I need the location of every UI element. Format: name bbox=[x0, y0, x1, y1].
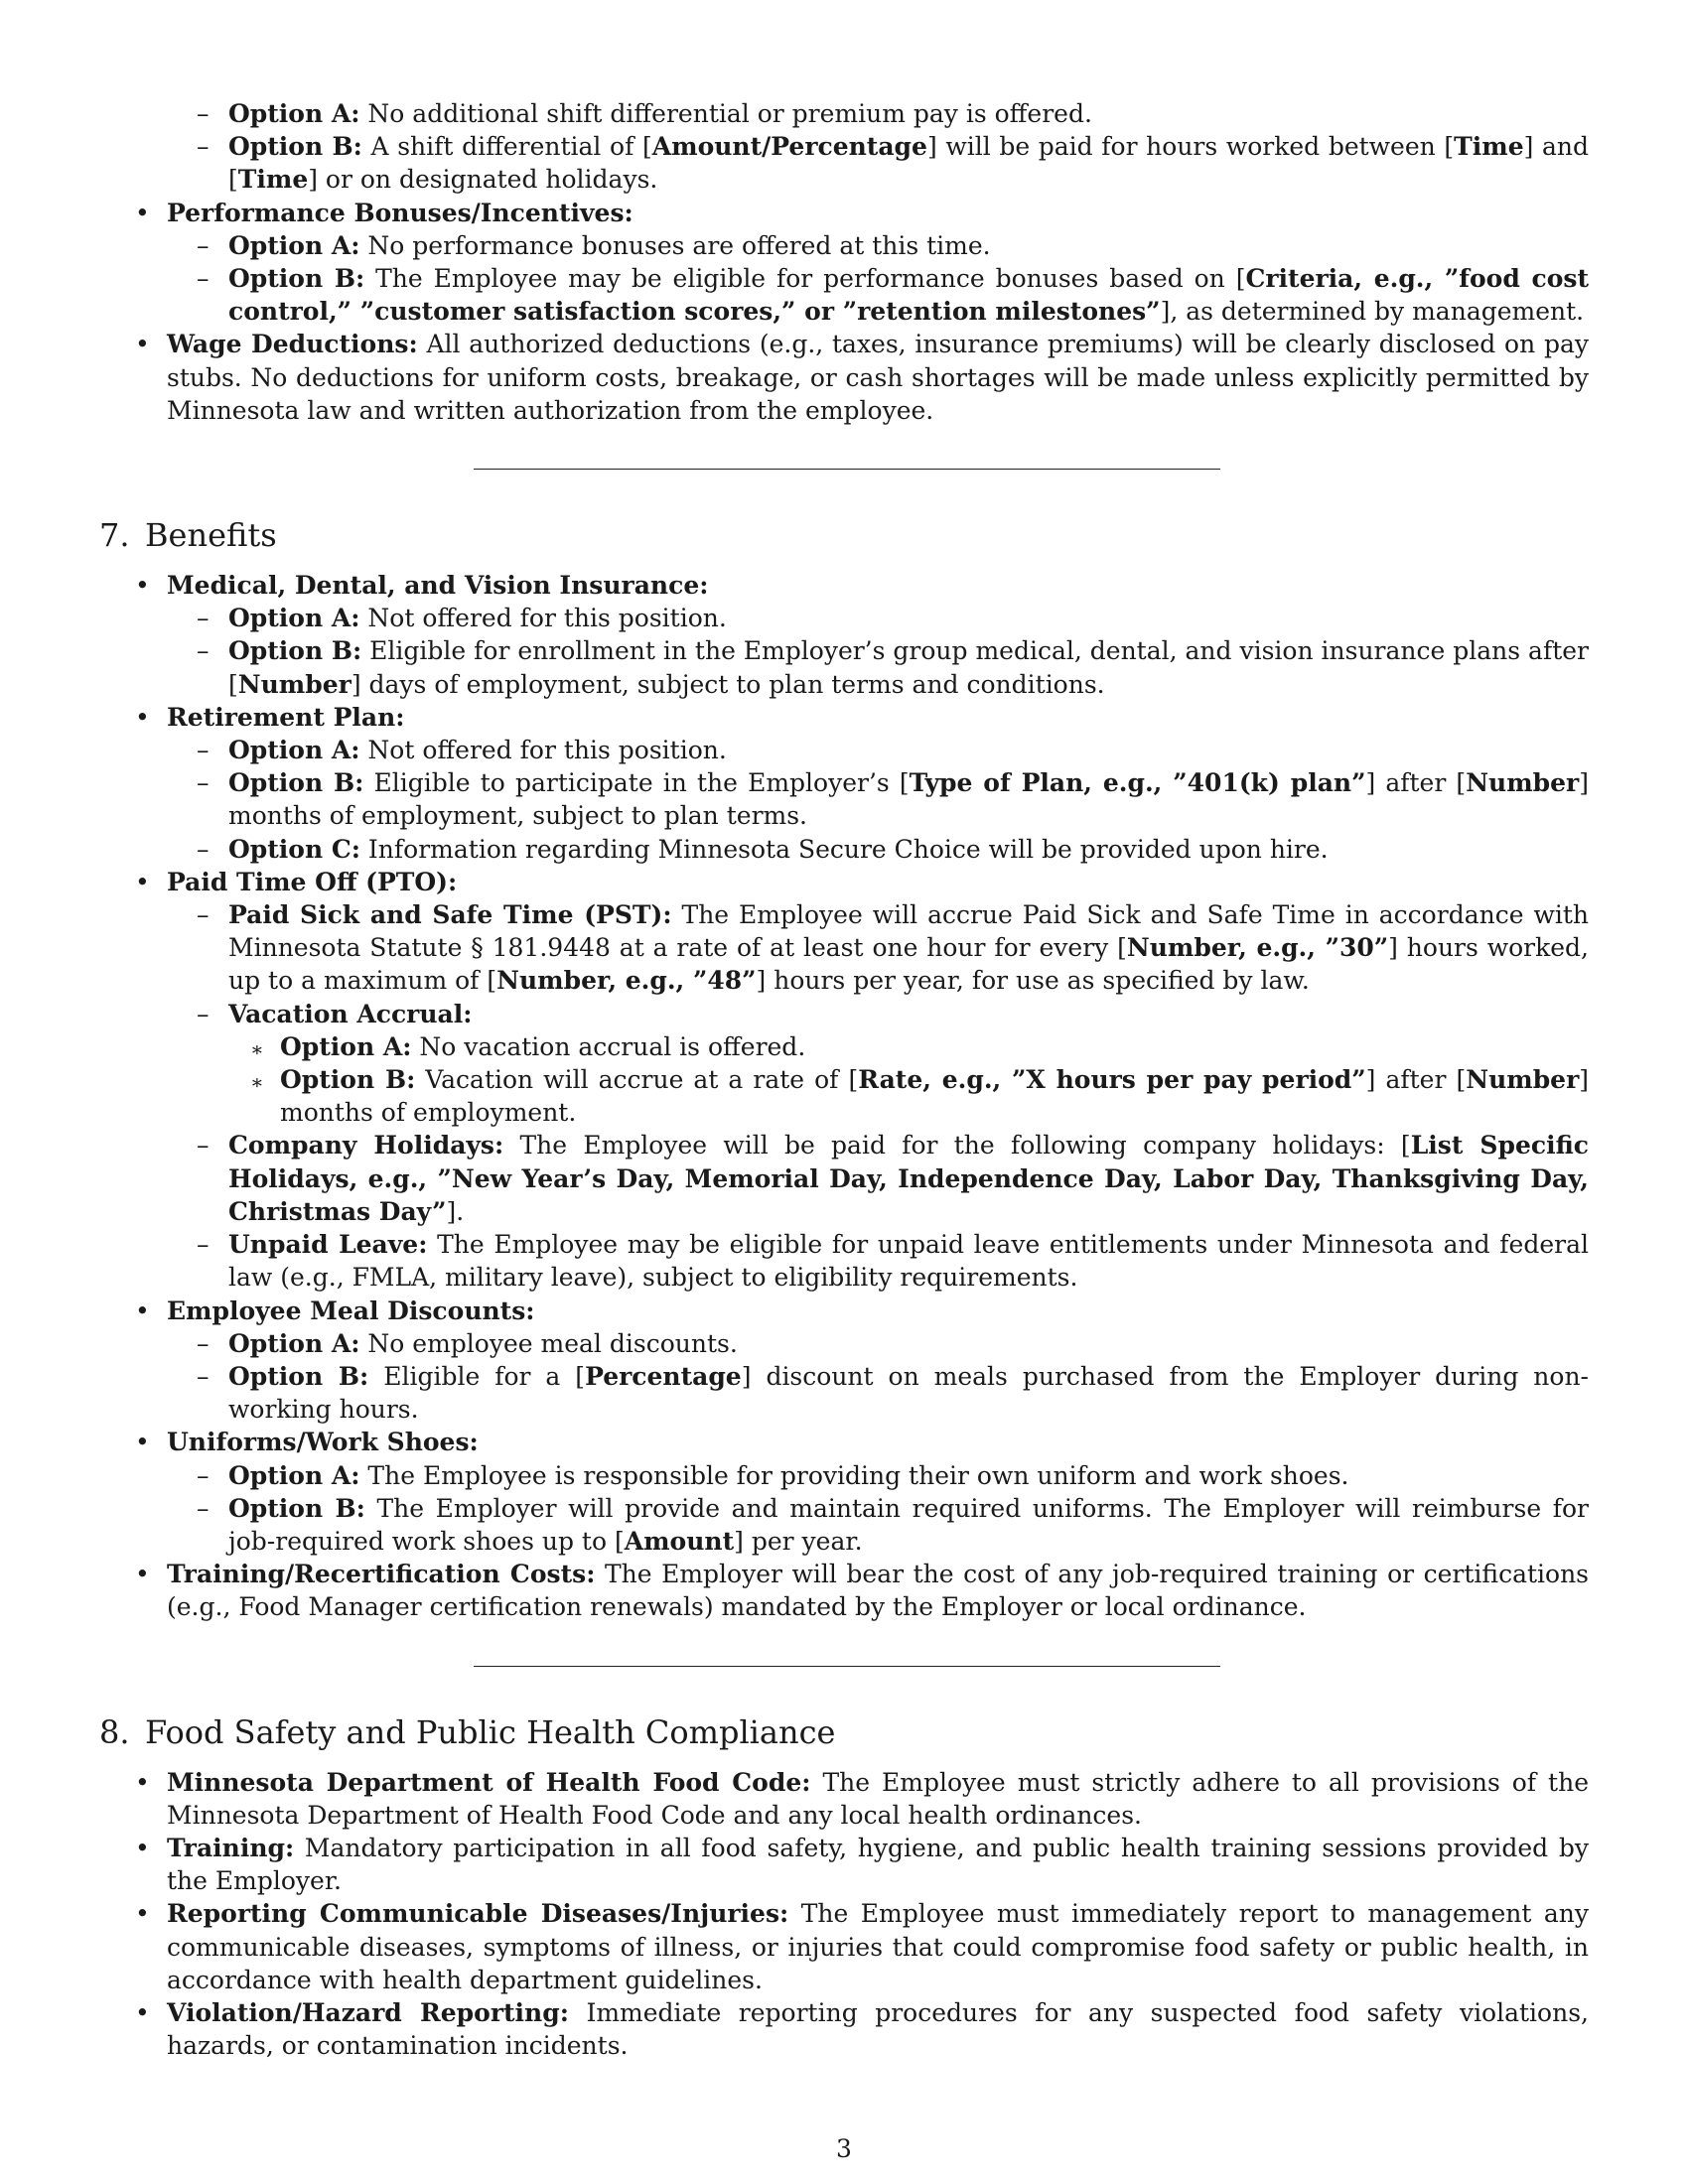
bullet-marker: • bbox=[135, 330, 150, 359]
dash-marker: – bbox=[197, 834, 210, 864]
section-8-heading: 8. Food Safety and Public Health Compliance bbox=[99, 1712, 836, 1751]
dash-marker: – bbox=[197, 999, 210, 1028]
dash-marker: – bbox=[197, 1361, 210, 1391]
dash-marker: – bbox=[197, 99, 210, 128]
meal-discount-item: • Employee Meal Discounts: bbox=[167, 1295, 1589, 1327]
disease-reporting-item: • Reporting Communicable Diseases/Injuries: The Employee must immediately report to management any communicable diseases, symptoms of illness, or injuries that could compromise food safety or public health, in accordance with health department guidelines. bbox=[135, 1899, 1590, 1994]
medical-option-a: – Option A: Not offered for this position. bbox=[228, 602, 1589, 634]
dash-marker: – bbox=[197, 264, 210, 294]
meal-option-b: – Option B: Eligible for a [Percentage] discount on meals purchased from the Employer during non-working hours. bbox=[197, 1361, 1590, 1425]
vacation-option-b: ∗ Option B: Vacation will accrue at a rate of [Rate, e.g., ”X hours per pay period”] after [Number] months of employment. bbox=[250, 1065, 1590, 1128]
bullet-marker: • bbox=[135, 1899, 150, 1929]
dash-marker: – bbox=[197, 1493, 210, 1523]
section-7-heading: 7. Benefits bbox=[99, 516, 277, 555]
shift-option-a: – Option A: No additional shift differential or premium pay is offered. bbox=[228, 97, 1589, 130]
pst-item: – Paid Sick and Safe Time (PST): The Employee will accrue Paid Sick and Safe Time in accordance with Minnesota Statute § 181.9448 at a rate of at least one hour for every [Number, e.g., ”30”] hours worked, up to a maximum of [Number, e.g., ”48”] hours per year, for use as specified by law. bbox=[197, 900, 1589, 996]
pto-item: • Paid Time Off (PTO): bbox=[167, 866, 1589, 898]
bullet-marker: • bbox=[135, 702, 150, 732]
vacation-item: – Vacation Accrual: bbox=[228, 998, 1589, 1030]
bullet-marker: • bbox=[135, 867, 150, 896]
section-divider bbox=[474, 469, 1220, 470]
meal-option-a: – Option A: No employee meal discounts. bbox=[228, 1327, 1589, 1360]
asterisk-marker: ∗ bbox=[250, 1070, 264, 1095]
document-page bbox=[99, 97, 1589, 2062]
shift-option-b: – Option B: A shift differential of [Amount/Percentage] will be paid for hours worked between [Time] and [Time] or on designated holidays. bbox=[197, 132, 1590, 195]
mdh-food-code-item: • Minnesota Department of Health Food Code: The Employee must strictly adhere to all provisions of the Minnesota Department of Health Food Code and any local health ordinances. bbox=[135, 1767, 1589, 1830]
bonus-option-a: – Option A: No performance bonuses are offered at this time. bbox=[228, 229, 1589, 262]
asterisk-marker: ∗ bbox=[250, 1036, 264, 1061]
dash-marker: – bbox=[197, 604, 210, 633]
section-divider bbox=[474, 1666, 1220, 1667]
uniforms-item: • Uniforms/Work Shoes: bbox=[167, 1426, 1589, 1458]
training-costs-item: • Training/Recertification Costs: The Employer will bear the cost of any job-required training or certifications (e.g., Food Manager certification renewals) mandated by the Employer or local ordinance. bbox=[135, 1560, 1589, 1622]
dash-marker: – bbox=[197, 900, 210, 930]
deductions-item: • Wage Deductions: All authorized deductions (e.g., taxes, insurance premiums) will be clearly disclosed on pay stubs. No deductions for uniform costs, breakage, or cash shortages will be made unless explicitly permitted by Minnesota law and written authorization from the employee. bbox=[135, 330, 1589, 425]
retirement-option-b: – Option B: Eligible to participate in the Employer’s [Type of Plan, e.g., ”401(k) plan”] after [Number] months of employment, subject to plan terms. bbox=[197, 768, 1589, 831]
dash-marker: – bbox=[197, 736, 210, 765]
bullet-marker: • bbox=[135, 1767, 150, 1797]
uniforms-option-a: – Option A: The Employee is responsible for providing their own uniform and work shoes. bbox=[228, 1459, 1589, 1492]
retirement-option-a: – Option A: Not offered for this position. bbox=[228, 734, 1589, 766]
bonus-option-b: – Option B: The Employee may be eligible for performance bonuses based on [Criteria, e.g., ”food cost control,” ”customer satisfaction scores,” or ”retention milestones”], as determined by management. bbox=[197, 264, 1590, 327]
holidays-item: – Company Holidays: The Employee will be paid for the following company holidays: [List Specific Holidays, e.g., ”New Year’s Day, Memorial Day, Independence Day, Labor Day, Thanksgiving Day, Christmas Day”]. bbox=[197, 1131, 1589, 1226]
bullet-marker: • bbox=[135, 1296, 150, 1325]
medical-option-b: – Option B: Eligible for enrollment in the Employer’s group medical, dental, and vision insurance plans after [Number] days of employment, subject to plan terms and conditions. bbox=[197, 636, 1590, 699]
unpaid-leave-item: – Unpaid Leave: The Employee may be eligible for unpaid leave entitlements under Minnesota and federal law (e.g., FMLA, military leave), subject to eligibility requirements. bbox=[197, 1230, 1589, 1293]
bullet-marker: • bbox=[135, 571, 150, 601]
bullet-marker: • bbox=[135, 1833, 150, 1862]
dash-marker: – bbox=[197, 636, 210, 666]
page-number: 3 bbox=[836, 2134, 852, 2163]
dash-marker: – bbox=[197, 1230, 210, 1260]
dash-marker: – bbox=[197, 768, 210, 798]
bonus-item: • Performance Bonuses/Incentives: bbox=[167, 197, 1589, 229]
retirement-option-c: – Option C: Information regarding Minnesota Secure Choice will be provided upon hire. bbox=[228, 833, 1589, 866]
dash-marker: – bbox=[197, 1460, 210, 1490]
food-training-item: • Training: Mandatory participation in all food safety, hygiene, and public health training sessions provided by the Employer. bbox=[135, 1833, 1589, 1896]
bullet-marker: • bbox=[135, 1428, 150, 1457]
bullet-marker: • bbox=[135, 1560, 150, 1589]
bullet-marker: • bbox=[135, 198, 150, 227]
retirement-item: • Retirement Plan: bbox=[167, 701, 1589, 734]
dash-marker: – bbox=[197, 1131, 210, 1160]
dash-marker: – bbox=[197, 230, 210, 260]
hazard-reporting-item: • Violation/Hazard Reporting: Immediate reporting procedures for any suspected food safety violations, hazards, or contamination incidents. bbox=[135, 1997, 1589, 2061]
uniforms-option-b: – Option B: The Employer will provide and maintain required uniforms. The Employer will reimburse for job-required work shoes up to [Amount] per year. bbox=[197, 1493, 1589, 1556]
dash-marker: – bbox=[197, 132, 210, 162]
vacation-option-a: ∗ Option A: No vacation accrual is offered. bbox=[280, 1030, 1589, 1063]
bullet-marker: • bbox=[135, 1997, 150, 2027]
dash-marker: – bbox=[197, 1328, 210, 1358]
medical-item: • Medical, Dental, and Vision Insurance: bbox=[167, 569, 1589, 602]
